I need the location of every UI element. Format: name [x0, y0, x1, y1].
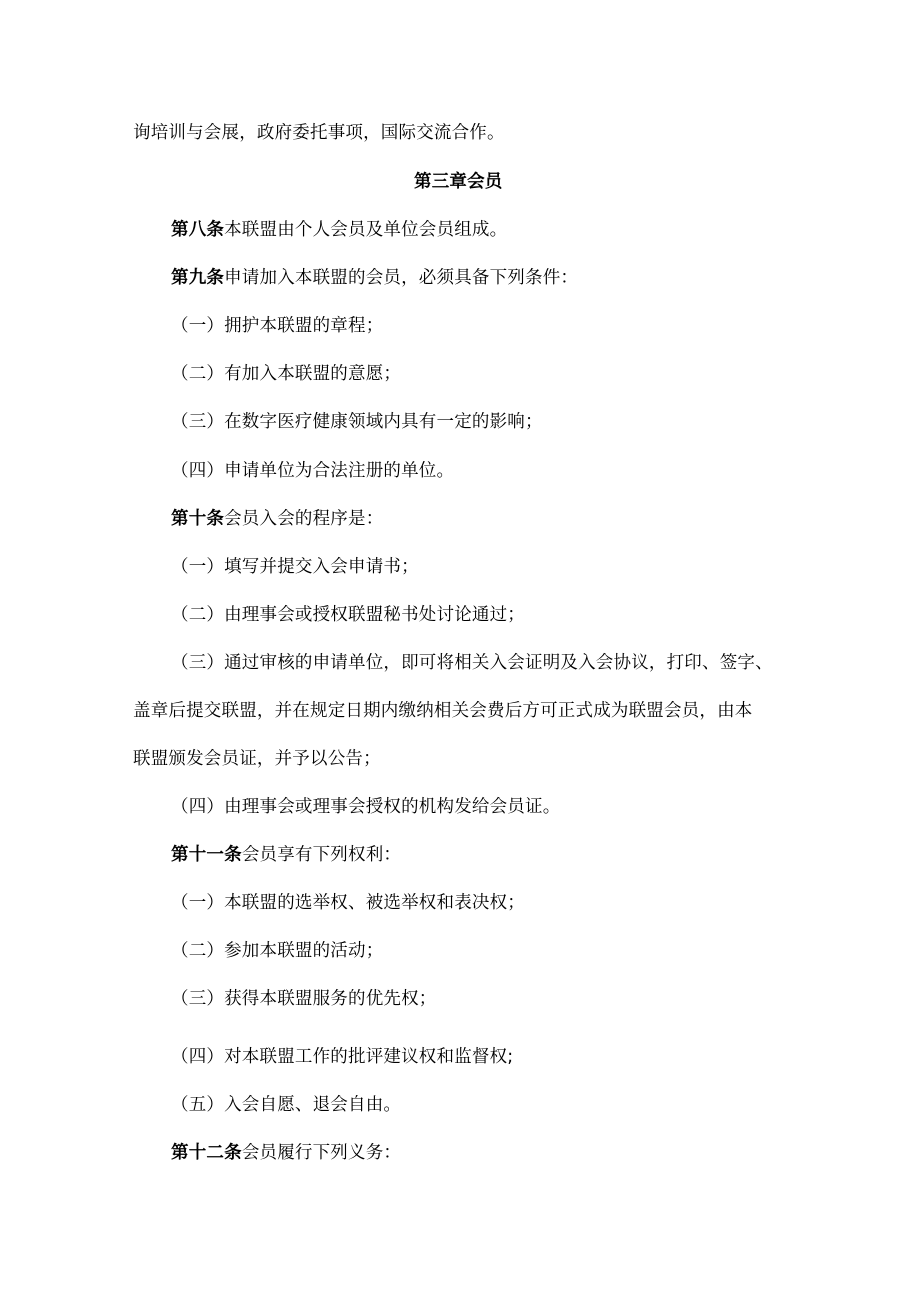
article-text: 会员享有下列权利： — [241, 845, 402, 865]
article-text: 申请加入本联盟的会员，必须具备下列条件： — [224, 268, 579, 288]
article-label: 第九条 — [171, 268, 225, 288]
article-text: 会员履行下列义务： — [241, 1143, 402, 1163]
article-text: 会员入会的程序是： — [224, 509, 384, 529]
article-label: 第十一条 — [171, 845, 242, 865]
list-item: （一）本联盟的选举权、被选举权和表决权； — [171, 893, 525, 913]
chapter-title: 第三章会员 — [414, 172, 503, 192]
list-item: （二）参加本联盟的活动； — [171, 941, 384, 961]
list-item: （二）有加入本联盟的意愿； — [171, 364, 402, 384]
list-item: （一）拥护本联盟的章程； — [171, 316, 384, 336]
article-12 — [171, 1141, 401, 1165]
list-item: （三）获得本联盟服务的优先权； — [171, 989, 437, 1009]
article-label: 第十条 — [171, 509, 225, 529]
article-10 — [171, 507, 383, 531]
list-item: （四）由理事会或理事会授权的机构发给会员证。 — [171, 797, 561, 817]
paragraph-continuation: 询培训与会展，政府委托事项，国际交流合作。 — [133, 123, 505, 143]
list-item-continuation: 联盟颁发会员证，并予以公告； — [133, 749, 381, 769]
list-item: （一）填写并提交入会申请书； — [171, 557, 419, 577]
article-text: 本联盟由个人会员及单位会员组成。 — [224, 220, 508, 240]
list-item: （四）申请单位为合法注册的单位。 — [171, 461, 455, 481]
list-item: （三）通过审核的申请单位，即可将相关入会证明及入会协议，打印、签字、 — [171, 653, 773, 673]
article-8 — [171, 218, 507, 242]
list-item-continuation: 盖章后提交联盟，并在规定日期内缴纳相关会费后方可正式成为联盟会员，由本 — [133, 701, 753, 721]
list-item: （三）在数字医疗健康领域内具有一定的影响； — [171, 412, 543, 432]
list-item: （四）对本联盟工作的批评建议权和监督权; — [171, 1047, 514, 1067]
article-9 — [171, 266, 578, 290]
article-label: 第八条 — [171, 220, 225, 240]
list-item: （二）由理事会或授权联盟秘书处讨论通过； — [171, 605, 525, 625]
article-11 — [171, 843, 401, 867]
list-item: （五）入会自愿、退会自由。 — [171, 1095, 402, 1115]
article-label: 第十二条 — [171, 1143, 242, 1163]
